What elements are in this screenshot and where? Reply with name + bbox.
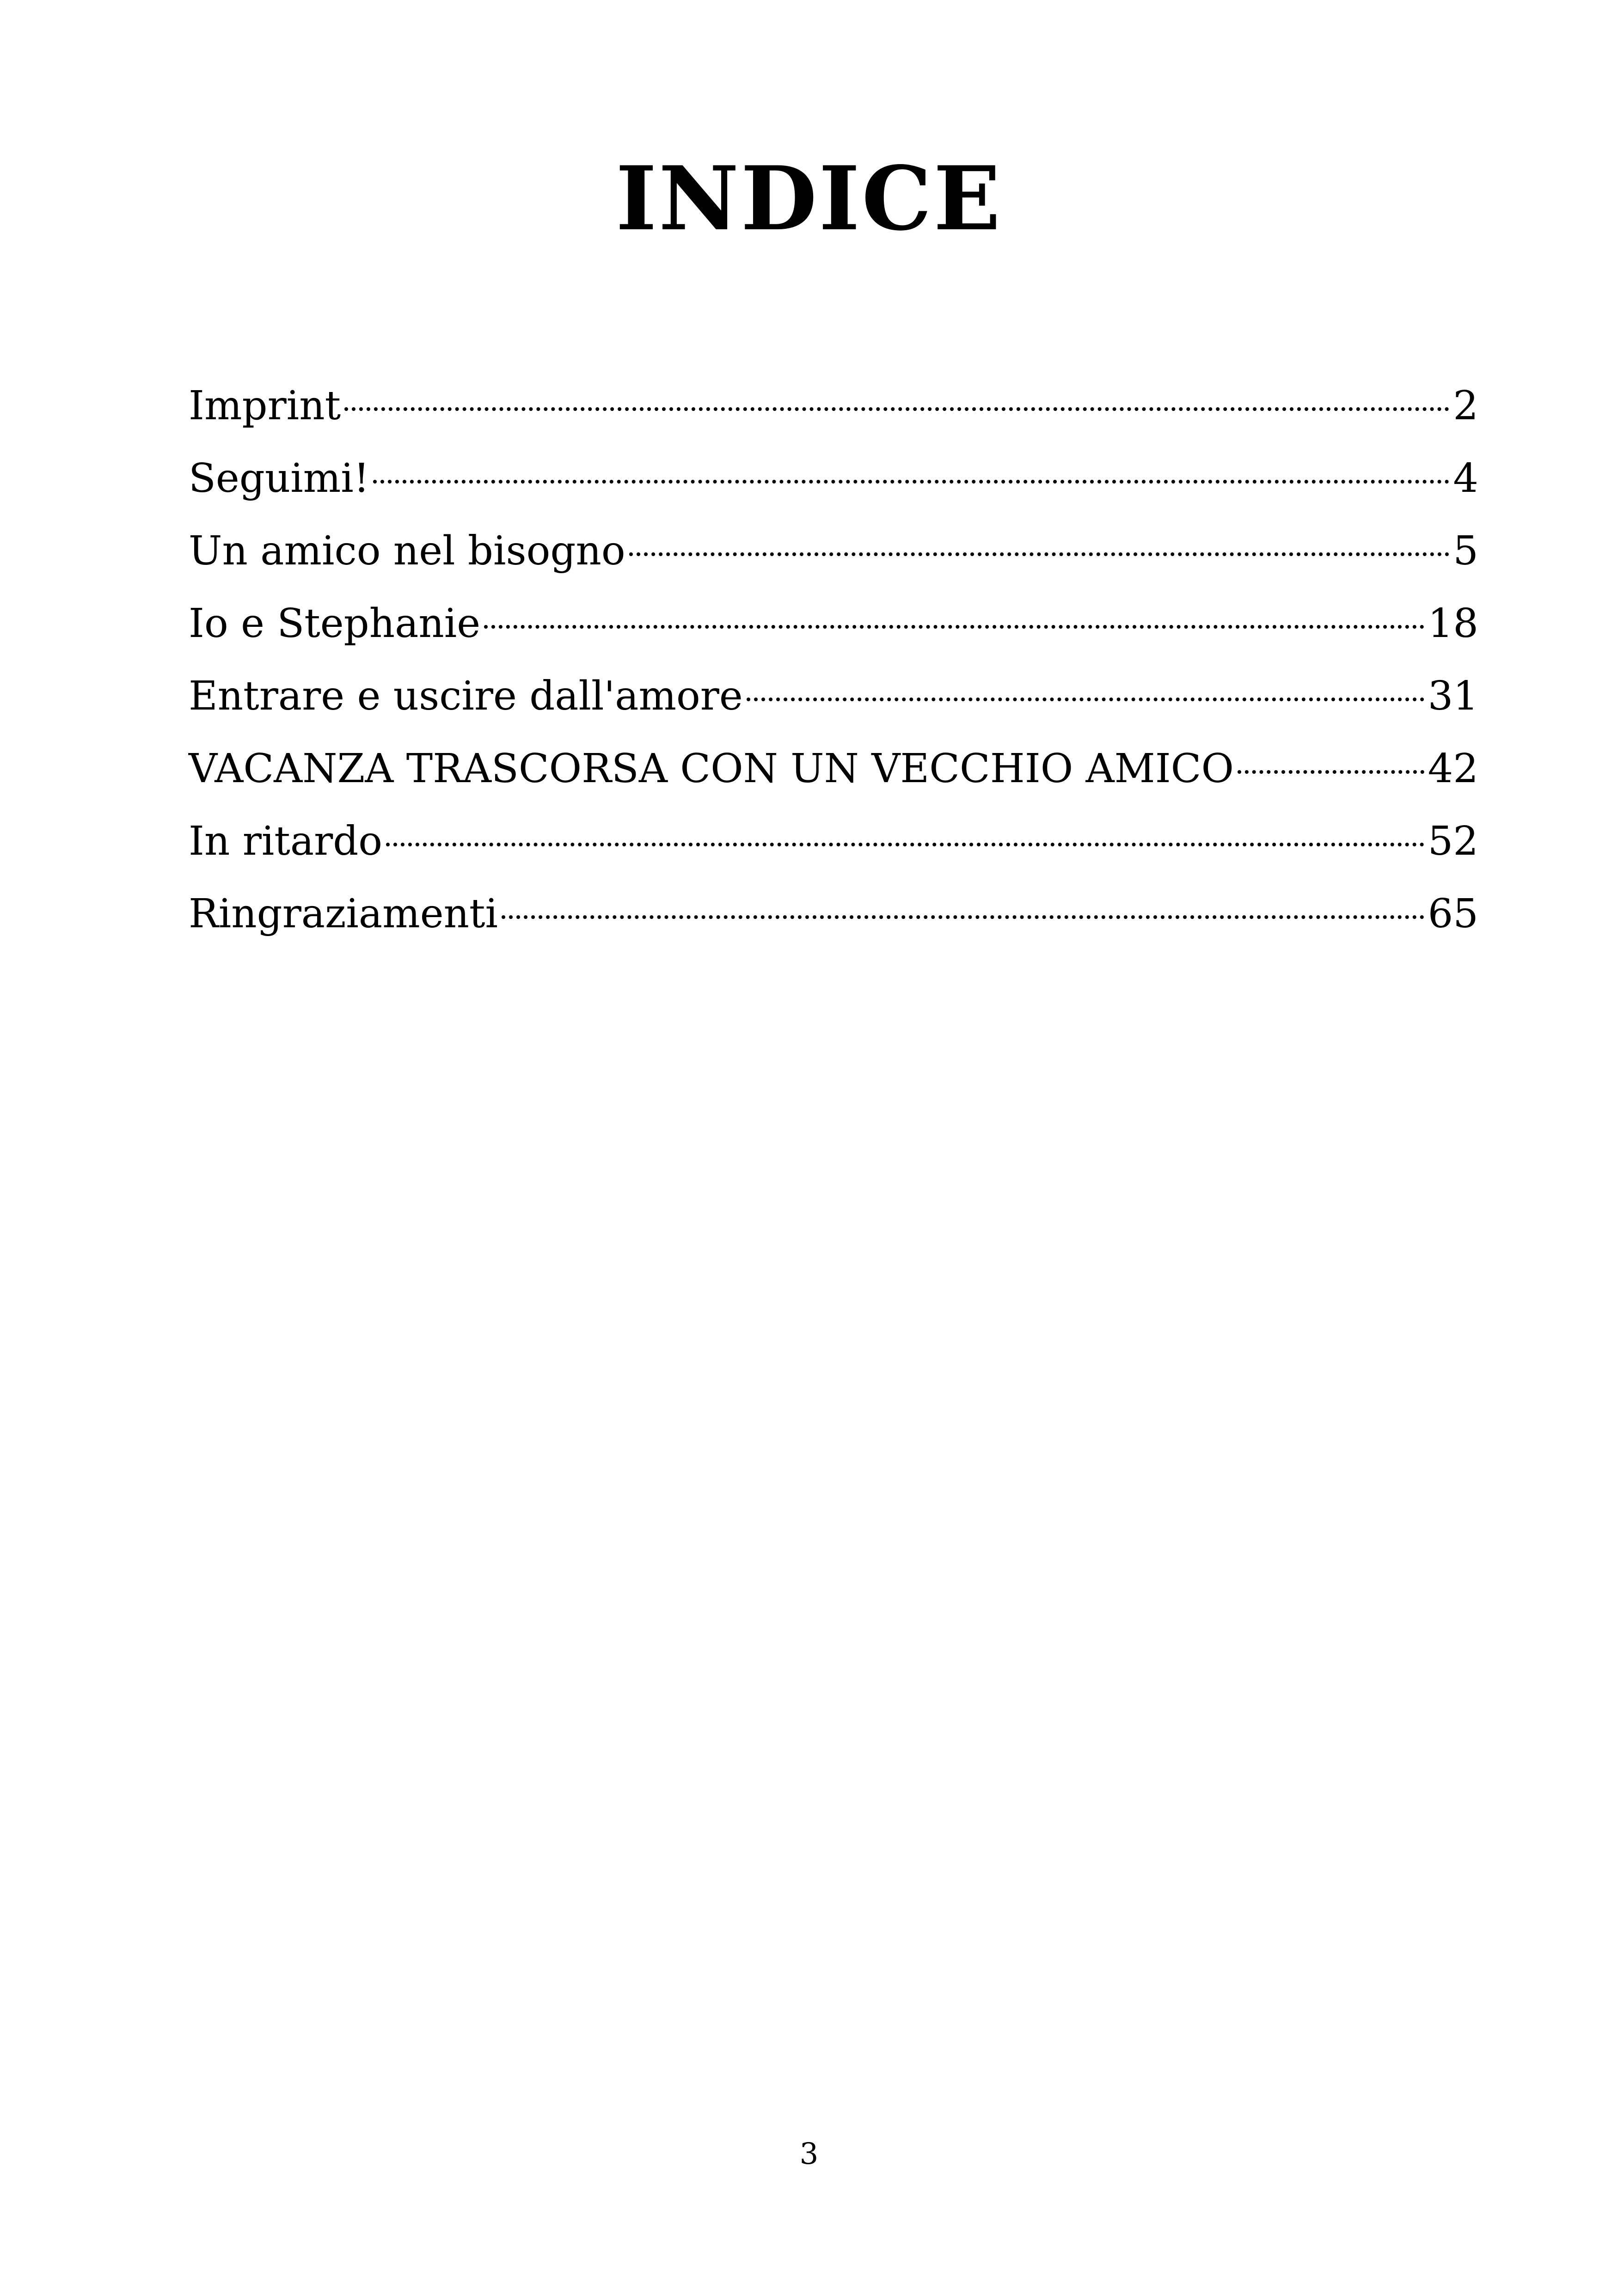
dot-leader: [484, 625, 1424, 629]
toc-entry-title: Imprint: [189, 383, 341, 429]
page-title: INDICE: [615, 147, 1003, 250]
dot-leader: [629, 552, 1450, 556]
toc-entry-ringraziamenti[interactable]: [189, 878, 1478, 950]
toc-entry-title: VACANZA TRASCORSA CON UN VECCHIO AMICO: [189, 746, 1234, 792]
dot-leader: [344, 407, 1449, 411]
dot-leader: [386, 843, 1424, 846]
toc-entry-vacanza-trascorsa[interactable]: [189, 733, 1478, 805]
toc-entry-page: 18: [1428, 600, 1478, 647]
toc-entry-page: 52: [1428, 818, 1478, 864]
toc-entry-title: Ringraziamenti: [189, 891, 498, 937]
toc-entry-page: 31: [1428, 673, 1478, 719]
toc-entry-title: In ritardo: [189, 818, 383, 864]
toc-entry-title: Seguimi!: [189, 455, 370, 502]
toc-entry-page: 42: [1428, 746, 1478, 792]
toc-entry-entrare-e-uscire-dall-amore[interactable]: [189, 660, 1478, 733]
toc-entry-in-ritardo[interactable]: [189, 805, 1478, 878]
toc-entry-title: Io e Stephanie: [189, 600, 481, 647]
toc-entry-io-e-stephanie[interactable]: [189, 588, 1478, 660]
dot-leader: [502, 915, 1424, 919]
toc-entry-seguimi[interactable]: [189, 442, 1478, 515]
toc-entry-page: 5: [1453, 528, 1478, 574]
dot-leader: [747, 698, 1424, 701]
toc-entry-page: 65: [1428, 891, 1478, 937]
dot-leader: [1238, 770, 1424, 774]
toc-entry-un-amico-nel-bisogno[interactable]: [189, 515, 1478, 588]
toc-entry-page: 4: [1453, 455, 1478, 502]
toc-entry-page: 2: [1453, 383, 1478, 429]
toc-entry-title: Entrare e uscire dall'amore: [189, 673, 743, 719]
toc-entry-imprint[interactable]: [189, 370, 1478, 442]
dot-leader: [373, 480, 1449, 484]
table-of-contents: [189, 370, 1478, 950]
toc-entry-title: Un amico nel bisogno: [189, 528, 625, 574]
page-number: 3: [799, 2137, 819, 2171]
